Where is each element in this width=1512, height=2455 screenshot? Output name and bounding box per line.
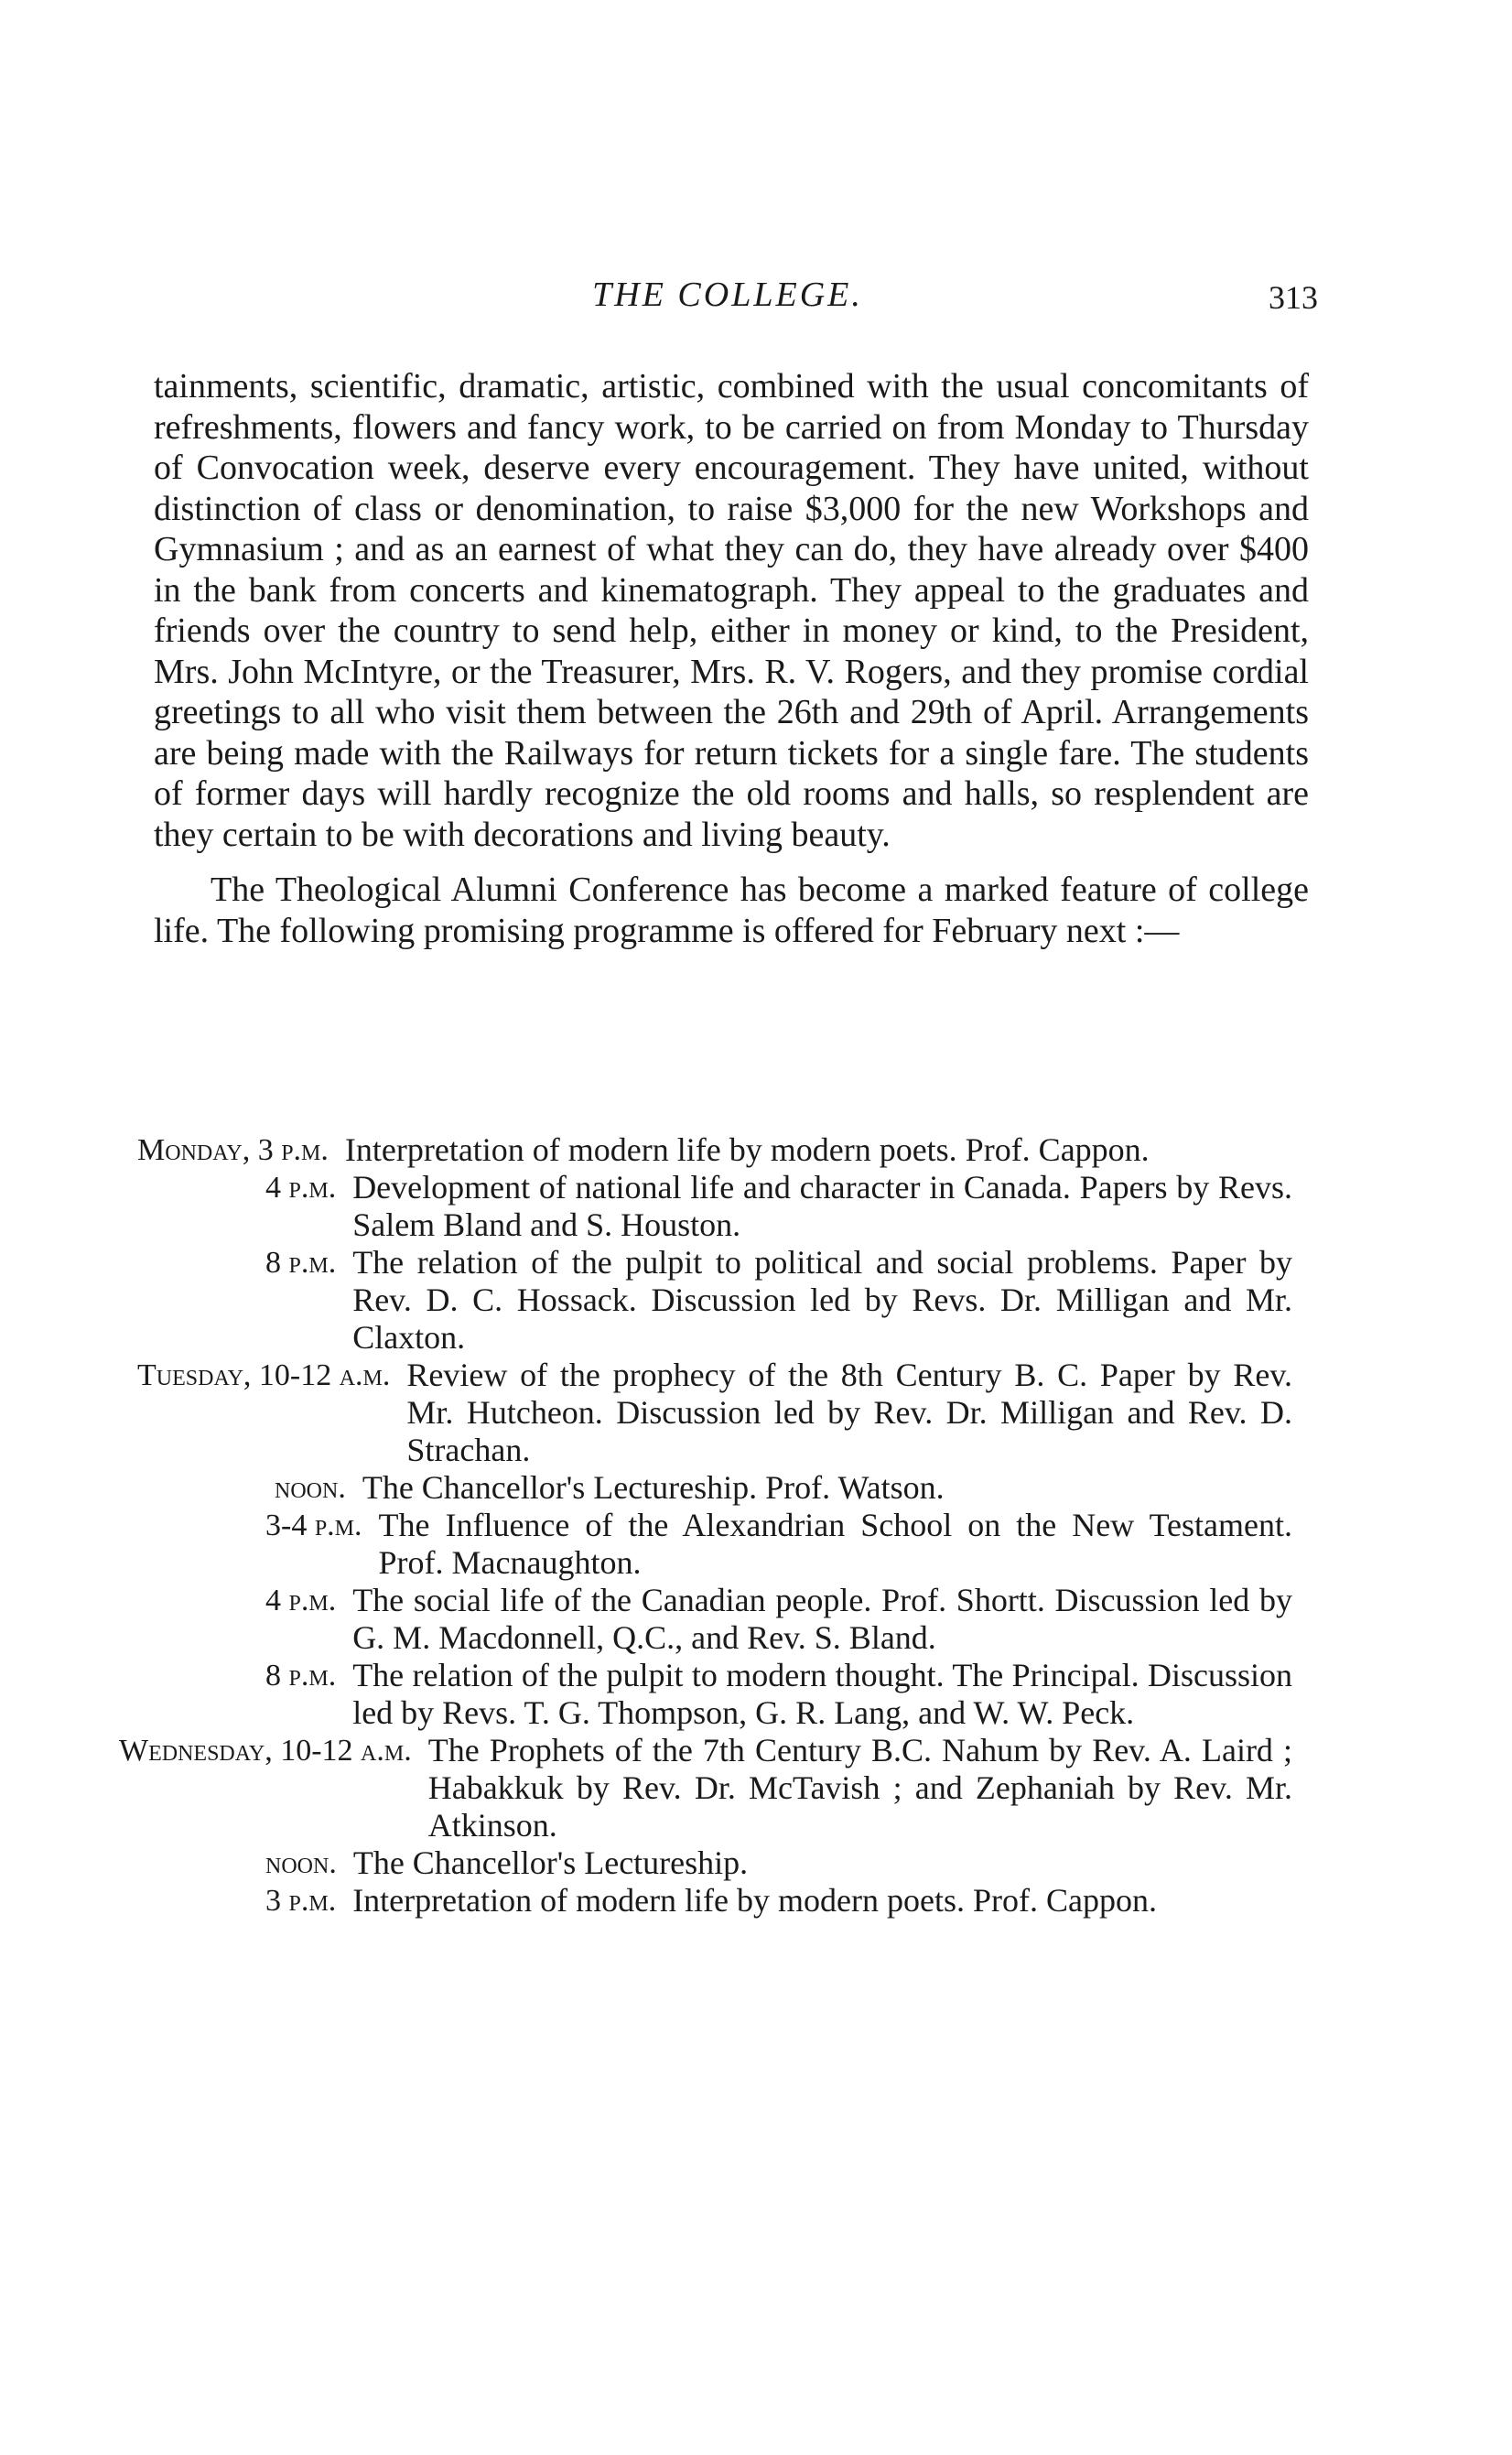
programme-entry (265, 1844, 1292, 1882)
programme-entry (137, 1131, 1292, 1169)
programme-description: The relation of the pulpit to modern thought. The Principal. Discussion led by Revs. T. G. Thompson, G. R. Lang, and W. W. Peck. (352, 1657, 1292, 1731)
programme-time: 3 p.m. (265, 1884, 337, 1918)
programme-entry (119, 1732, 1292, 1844)
programme-time: 8 p.m. (265, 1246, 337, 1280)
programme-description: The Prophets of the 7th Century B.C. Nahum by Rev. A. Laird ; Habakkuk by Rev. Dr. McTavish ; and Zephaniah by Rev. Mr. Atkinson. (427, 1732, 1292, 1844)
programme-description: Interpretation of modern life by modern poets. Prof. Cappon. (344, 1131, 1150, 1168)
programme-time: Wednesday, 10-12 a.m. (119, 1734, 412, 1768)
programme-time: 3-4 p.m. (265, 1509, 362, 1542)
programme-description: The Chancellor's Lectureship. Prof. Watson. (362, 1469, 945, 1506)
running-title: THE COLLEGE. (592, 276, 863, 314)
paragraph: The Theological Alumni Conference has become a marked feature of college life. The following promising programme is offered for February next :— (154, 871, 1309, 950)
programme-description: The Chancellor's Lectureship. (352, 1844, 749, 1881)
page-number: 313 (1269, 279, 1318, 316)
programme-time: 4 p.m. (265, 1171, 337, 1205)
programme-entry (265, 1657, 1292, 1732)
programme-description: The relation of the pulpit to political and social problems. Paper by Rev. D. C. Hossack. Discussion led by Revs. Dr. Milligan and Mr. Claxton. (352, 1244, 1292, 1356)
programme-description: The Influence of the Alexandrian School on the New Testament. Prof. Macnaughton. (378, 1507, 1292, 1581)
programme-time: 4 p.m. (265, 1584, 337, 1617)
programme-entry (275, 1469, 1292, 1507)
body-text (154, 366, 1309, 951)
programme-description: The social life of the Canadian people. Prof. Shortt. Discussion led by G. M. Macdonnell, Q.C., and Rev. S. Bland. (352, 1582, 1292, 1656)
programme-description: Review of the prophecy of the 8th Century B. C. Paper by Rev. Mr. Hutcheon. Discussion led by Rev. Dr. Milligan and Rev. D. Strachan. (406, 1357, 1292, 1468)
programme-entry (265, 1169, 1292, 1244)
programme-entry (265, 1582, 1292, 1657)
programme-time: Tuesday, 10-12 a.m. (137, 1358, 391, 1392)
programme-time: noon. (265, 1846, 337, 1880)
programme-entry (265, 1882, 1292, 1920)
programme-entry (265, 1244, 1292, 1357)
running-head (137, 275, 1318, 320)
programme-time: 8 p.m. (265, 1659, 337, 1693)
programme-description: Development of national life and character in Canada. Papers by Revs. Salem Bland and S. Houston. (352, 1169, 1292, 1243)
programme-time: Monday, 3 p.m. (137, 1133, 329, 1167)
programme-entry (137, 1357, 1292, 1469)
programme-entry (265, 1507, 1292, 1582)
programme-description: Interpretation of modern life by modern poets. Prof. Cappon. (352, 1882, 1157, 1919)
paragraph: tainments, scientific, dramatic, artistic, combined with the usual concomitants of refreshments, flowers and fancy work, to be carried on from Monday to Thursday of Convocation week, deserve every encouragement. They have united, without distinction of class or denomination, to raise $3,000 for the new Workshops and Gymnasium ; and as an earnest of what they can do, they have already over $400 in the bank from concerts and kinematograph. They appeal to the graduates and friends over the country to send help, either in money or kind, to the President, Mrs. John McIntyre, or the Treasurer, Mrs. R. V. Rogers, and they promise cordial greetings to all who visit them between the 26th and 29th of April. Arrangements are being made with the Railways for return tickets for a single fare. The students of former days will hardly recognize the old rooms and halls, so resplendent are they certain to be with decorations and living beauty. (154, 367, 1309, 854)
programme-list (119, 1131, 1292, 1920)
programme-time: noon. (275, 1471, 346, 1505)
